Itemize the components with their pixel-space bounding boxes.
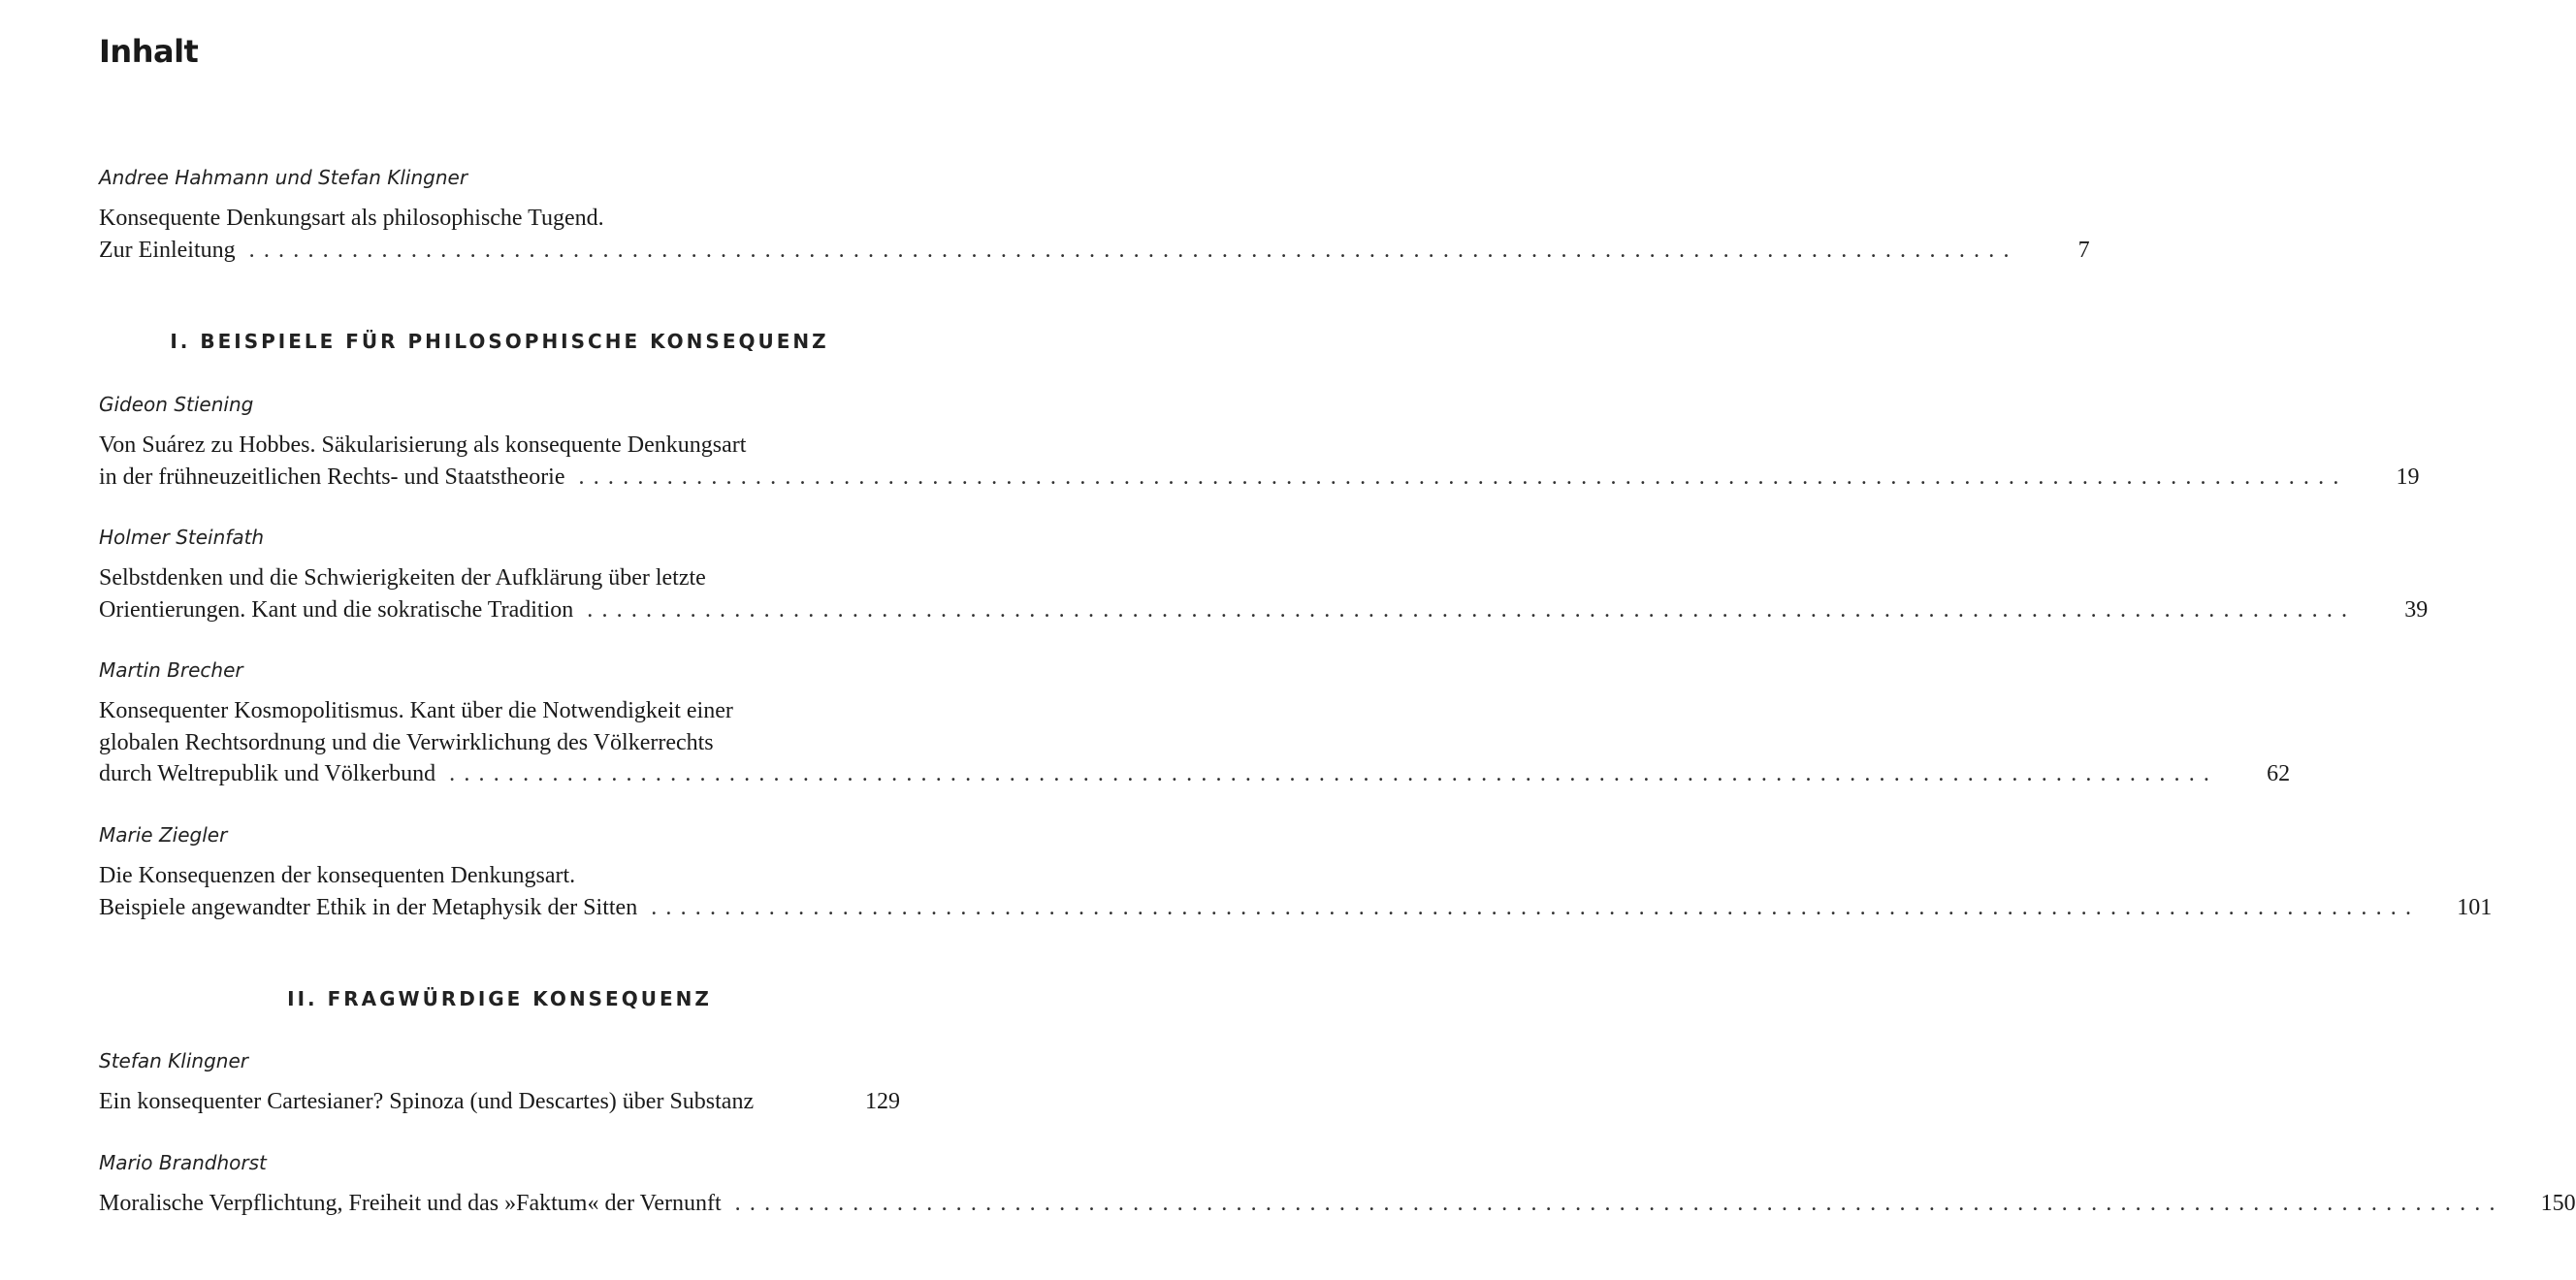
entry-title bbox=[99, 695, 2291, 790]
entry-title bbox=[99, 1086, 900, 1118]
entry-title-text: Beispiele angewandter Ethik in der Metaphysik der Sitten bbox=[99, 894, 638, 920]
entry-author: Martin Brecher bbox=[99, 658, 243, 682]
entry-title-last-line bbox=[99, 462, 2420, 494]
entry-title bbox=[99, 1188, 2576, 1220]
entry-title-last-line bbox=[99, 758, 2291, 790]
entry-title bbox=[99, 203, 2090, 266]
page-title: Inhalt bbox=[99, 33, 199, 70]
entry-title-text: durch Weltrepublik und Völkerbund bbox=[99, 761, 436, 786]
dot-leader: ........................................................................................................................ bbox=[248, 237, 2018, 263]
entry-title-text: Ein konsequenter Cartesianer? Spinoza (und Descartes) über Substanz bbox=[99, 1089, 755, 1114]
toc-entry[interactable] bbox=[99, 166, 2090, 266]
entry-author: Holmer Steinfath bbox=[99, 526, 265, 549]
entry-title-line: Selbstdenken und die Schwierigkeiten der Aufklärung über letzte bbox=[99, 565, 706, 591]
page-number[interactable]: 39 bbox=[2404, 596, 2429, 623]
entry-title-line: Die Konsequenzen der konsequenten Denkungsart. bbox=[99, 863, 576, 888]
page-number[interactable]: 129 bbox=[865, 1089, 900, 1114]
toc-entry[interactable] bbox=[99, 658, 2291, 790]
entry-author: Mario Brandhorst bbox=[99, 1151, 267, 1174]
dot-leader: ........................................................................................................................ bbox=[587, 596, 2357, 623]
entry-title-text: in der frühneuzeitlichen Rechts- und Staatstheorie bbox=[99, 464, 565, 490]
entry-author: Gideon Stiening bbox=[99, 393, 254, 416]
entry-title-line: Von Suárez zu Hobbes. Säkularisierung als konsequente Denkungsart bbox=[99, 432, 747, 458]
entry-title-line: Konsequenter Kosmopolitismus. Kant über die Notwendigkeit einer bbox=[99, 698, 733, 723]
entry-title-text: Zur Einleitung bbox=[99, 237, 236, 263]
page-number[interactable]: 7 bbox=[2077, 237, 2090, 263]
entry-title-last-line bbox=[99, 1188, 2576, 1220]
entry-author: Marie Ziegler bbox=[99, 823, 228, 847]
toc-entry[interactable] bbox=[99, 1151, 2576, 1220]
entry-title-text: Orientierungen. Kant und die sokratische Tradition bbox=[99, 596, 574, 623]
page-number[interactable]: 62 bbox=[2267, 761, 2291, 786]
entry-title-line: globalen Rechtsordnung und die Verwirklichung des Völkerrechts bbox=[99, 729, 714, 755]
page-number[interactable]: 19 bbox=[2396, 464, 2420, 490]
dot-leader: ........................................................................................................................ bbox=[651, 894, 2421, 920]
section-heading: I. BEISPIELE FÜR PHILOSOPHISCHE KONSEQUENZ bbox=[170, 330, 829, 353]
toc-entry[interactable] bbox=[99, 393, 2420, 493]
entry-author: Andree Hahmann und Stefan Klingner bbox=[99, 166, 468, 189]
toc-entry[interactable] bbox=[99, 526, 2429, 625]
entry-title bbox=[99, 562, 2429, 625]
toc-entry[interactable] bbox=[99, 823, 2493, 923]
page-number[interactable]: 101 bbox=[2457, 894, 2493, 920]
entry-title-line: Konsequente Denkungsart als philosophische Tugend. bbox=[99, 206, 604, 231]
entry-title-last-line bbox=[99, 892, 2493, 924]
entry-title-last-line bbox=[99, 594, 2429, 626]
page-number[interactable]: 150 bbox=[2540, 1191, 2576, 1216]
entry-title-text: Moralische Verpflichtung, Freiheit und das »Faktum« der Vernunft bbox=[99, 1191, 722, 1216]
entry-title-last-line bbox=[99, 235, 2090, 267]
entry-title bbox=[99, 430, 2420, 493]
entry-author: Stefan Klingner bbox=[99, 1049, 248, 1072]
dot-leader: ........................................................................................................................ bbox=[734, 1191, 2504, 1216]
entry-title-last-line bbox=[99, 1086, 900, 1118]
toc-entry[interactable] bbox=[99, 1049, 900, 1118]
dot-leader: ........................................................................................................................ bbox=[578, 464, 2348, 490]
entry-title bbox=[99, 860, 2493, 923]
dot-leader: ........................................................................................................................ bbox=[449, 761, 2219, 786]
section-heading: II. FRAGWÜRDIGE KONSEQUENZ bbox=[287, 987, 712, 1010]
